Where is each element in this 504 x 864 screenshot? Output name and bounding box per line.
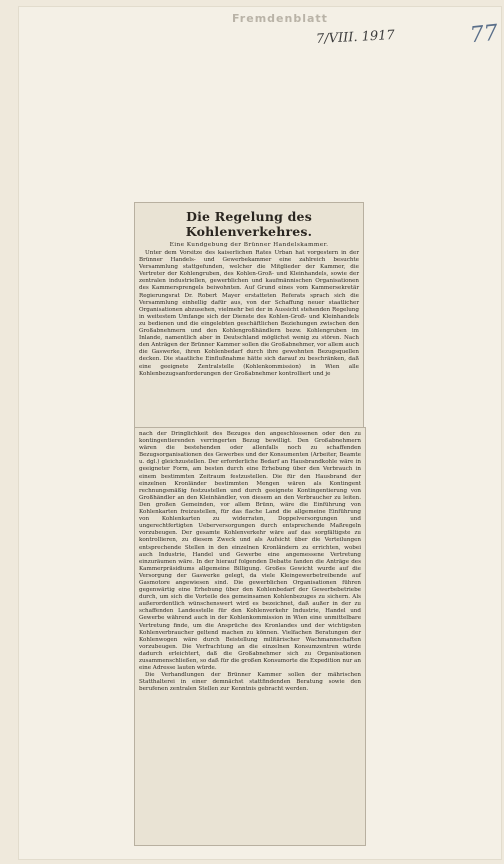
- newspaper-stamp: Fremdenblatt: [232, 12, 328, 25]
- article-paragraph: nach der Dringlichkeit des Bezuges den angeschlossenen oder den zu kontingentierenden verringerten Bezug bewilligt. Den Großabnehmern wären die bestehenden oder allenfalls noch zu schaffenden Bezugsorganisationen des Gewerbes und der Konsumenten (Arbeiter, Beamte u. dgl.) gleichzustellen. Der erforderliche Bedarf an Hausbrandkohle wäre in geeigneter Form, am besten durch eine Erhebung über den Verbrauch in einem bestimmten Zeitraum festzustellen. Die für den Hausbrand der einzelnen Kronländer bestimmten Mengen wären als Kontingent rechnungsmäßig festzustellen und durch geeignete Kontingentierung von Großhändler an den Kleinhändler, von diesem an den Verbraucher zu leiten. Den großen Gemeinden, vor allem Brünn, wäre die Einführung von Kohlenkarten freizustellen, für das flache Land die allgemeine Einführung von Kohlenkarten zu widerraten, Doppelversorgungen und ungerechtfertigten Ueberversorgungen durch entsprechende Maßregeln vorzubeugen. Der gesamte Kohlenverkehr wäre auf das sorgfältigste zu kontrollieren, zu diesem Zweck und als Aufsicht über die Verteilungen entsprechende Stellen in den einzelnen Kronländern zu errichten, wobei auch Industrie, Handel und Gewerbe eine angemessene Vertretung einzuräumen wäre. In der hierauf folgenden Debatte fanden die Anträge des Kammerpräsidiums allgemeine Billigung. Großes Gewicht wurde auf die Versorgung der Gaswerke gelegt, da viele Kleingewerbetreibende auf Gasmotore angewiesen sind. Die gewerblichen Organisationen führen gegenwärtig eine Erhebung über den Kohlenbedarf der Gewerbebetriebe durch, um sich die Vorteile des gemeinsamen Kohlenbezuges zu sichern. Als außerordentlich wünschenswert wird es bezeichnet, daß außer in der zu schaffenden Landesstelle für den Kohlenverkehr Industrie, Handel und Gewerbe während auch in der Kohlenkommission in Wien eine unmittelbare Vertretung finde, um die Ansprüche des Kronlandes und der wichtigsten Kohlenverbraucher geltend machen zu können. Vielfachen Beratungen der Kohlenwogen wäre durch Beistellung militärischer Wachmannschaften vorzubeugen. Die Verfrachtung an die einzelnen Konsumzentren würde dadurch erleichtert, daß die Großabnehmer sich zu Organisationen zusammenschließen, so daß für die großen Konsumorte die Expedition nur an eine Adresse lauten würde.: [139, 431, 361, 672]
- handwritten-date: 7/VIII. 1917: [315, 27, 396, 48]
- newspaper-clipping-bottom: [134, 427, 366, 846]
- handwritten-page-number: 77: [468, 20, 500, 49]
- article-subheadline: Eine Kundgebung der Brünner Handelskammer.: [169, 242, 329, 248]
- newspaper-clipping-top: [134, 202, 364, 428]
- article-paragraph: Unter dem Vorsitze des kaiserlichen Rates Urban hat vorgestern in der Brünner Handels- und Gewerbekammer eine zahlreich besuchte Versammlung stattgefunden, welcher die Mitglieder der Kammer, die Vertreter der Kohlengruben, des Kohlen-Groß- und Kleinhandels, sowie der zentralen industriellen, gewerblichen und kaufmännischen Organisationen des Kammersprengels beiwohnten. Auf Grund eines vom Kammersekretär Regierungsrat Dr. Robert Mayer erstatteten Referats sprach sich die Versammlung einhellig dafür aus, von der Schaffung neuer staatlicher Organisationen abzusehen, vielmehr bei der in Aussicht stehenden Regelung in weitestem Umfange sich der Dienste des Kohlen-Groß- und Kleinhandels zu bedienen und die eingelebten geschäftlichen Beziehungen zwischen den Großabnehmern und den Kohlengroßhändlern bezw. Kohlengruben im Inlande, namentlich aber in Deutschland möglichst wenig zu stören. Nach den Anträgen der Brünner Kammer sollen die Großabnehmer, vor allem auch die Gaswerke, ihren Kohlenbedarf durch ihre gewohnten Bezugsquellen decken. Die staatliche Einflußnahme hätte sich darauf zu beschränken, daß eine geeignete Zentralstelle (Kohlenkommission) in Wien alle Kohlenbezugsanforderungen der Großabnehmer kontrolliert und je: [139, 250, 359, 377]
- article-headline: Die Regelung des Kohlenverkehres.: [185, 209, 313, 239]
- article-paragraph: Die Verhandlungen der Brünner Kammer sollen der mährischen Statthalterei in einer demnächst stattfindenden Beratung sowie den berufenen zentralen Stellen zur Kenntnis gebracht werden.: [139, 672, 361, 693]
